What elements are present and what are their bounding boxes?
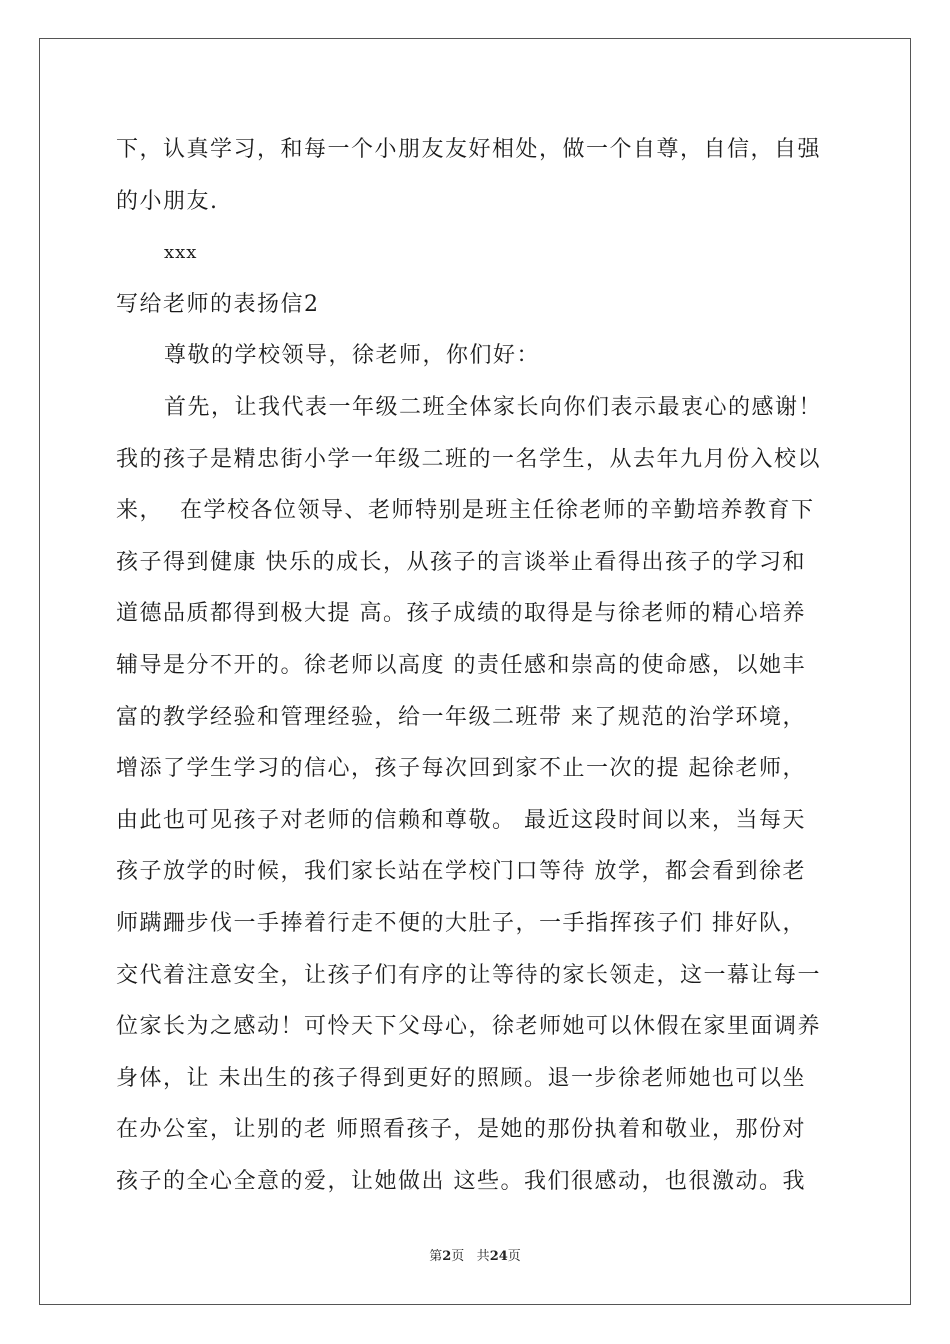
text-line: 交代着注意安全，让孩子们有序的让等待的家长领走，这一幕让每一 [116, 962, 822, 988]
signature: xxx [164, 242, 198, 264]
text-line: 来， 在学校各位领导、老师特别是班主任徐老师的辛勤培养教育下 [116, 498, 815, 524]
current-page-number: 2 [442, 1249, 452, 1264]
section-heading: 写给老师的表扬信2 [116, 291, 320, 317]
text-line: 孩子得到健康 快乐的成长，从孩子的言谈举止看得出孩子的学习和 [116, 549, 806, 575]
text-line: 由此也可见孩子对老师的信赖和尊敬。 最近这段时间以来，当每天 [116, 807, 806, 833]
footer-page-suffix: 页 [451, 1249, 465, 1264]
text-line: 孩子放学的时候，我们家长站在学校门口等待 放学，都会看到徐老 [116, 859, 806, 885]
text-line: 在办公室，让别的老 师照看孩子，是她的那份执着和敬业，那份对 [116, 1117, 806, 1143]
text-line: 位家长为之感动！可怜天下父母心，徐老师她可以休假在家里面调养 [116, 1014, 822, 1040]
text-line: 身体，让 未出生的孩子得到更好的照顾。退一步徐老师她也可以坐 [116, 1065, 806, 1091]
page-footer [0, 1245, 950, 1264]
text-line: 师蹒跚步伐一手捧着行走不便的大肚子，一手指挥孩子们 排好队， [116, 910, 806, 936]
paragraph-first-line: 首先，让我代表一年级二班全体家长向你们表示最衷心的感谢！ [164, 394, 823, 420]
text-line: 增添了学生学习的信心，孩子每次回到家不止一次的提 起徐老师， [116, 756, 806, 782]
text-line: 道德品质都得到极大提 高。孩子成绩的取得是与徐老师的精心培养 [116, 601, 806, 627]
footer-prefix: 第 [429, 1249, 443, 1264]
text-line: 的小朋友. [116, 188, 219, 214]
greeting: 尊敬的学校领导，徐老师，你们好： [164, 343, 541, 369]
footer-total-prefix: 共 [476, 1249, 490, 1264]
text-line: 富的教学经验和管理经验，给一年级二班带 来了规范的治学环境， [116, 704, 806, 730]
text-line: 我的孩子是精忠街小学一年级二班的一名学生，从去年九月份入校以 [116, 446, 822, 472]
text-line: 孩子的全心全意的爱，让她做出 这些。我们很感动，也很激动。我 [116, 1168, 806, 1194]
total-page-count: 24 [489, 1249, 508, 1264]
text-line: 辅导是分不开的。徐老师以高度 的责任感和崇高的使命感，以她丰 [116, 652, 806, 678]
document-body [116, 124, 836, 1207]
footer-total-suffix: 页 [507, 1249, 521, 1264]
text-line: 下，认真学习，和每一个小朋友友好相处，做一个自尊，自信，自强 [116, 137, 822, 162]
